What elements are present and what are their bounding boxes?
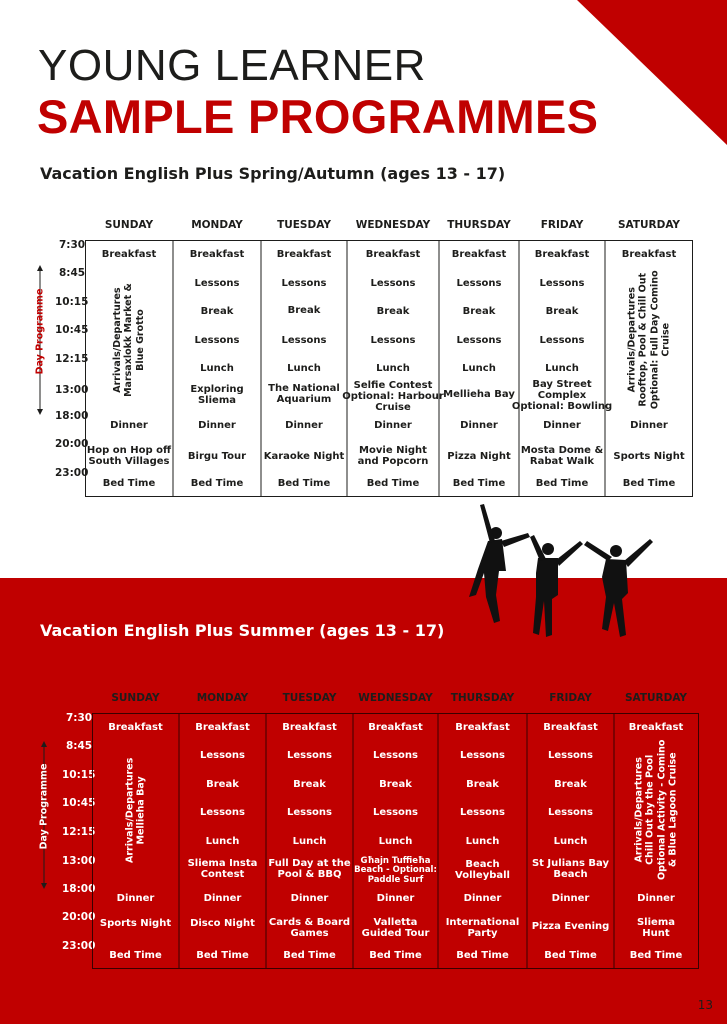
- cell-dinner: Dinner: [460, 419, 498, 431]
- cell-vertical-activity: Arrivals/Departures Chill Out by the Pool Optional Activity - Comino & Blue Lagoon Cruise: [633, 739, 679, 881]
- cell-dinner: Dinner: [463, 892, 502, 904]
- cell-dinner: Dinner: [376, 892, 415, 904]
- cell-dinner: Dinner: [116, 892, 155, 904]
- cell-bed-time: Bed Time: [452, 477, 506, 489]
- cell-lessons: Lessons: [194, 334, 240, 346]
- time-label: 10:15: [62, 769, 96, 781]
- cell-break: Break: [462, 305, 496, 317]
- cell-lunch: Lunch: [462, 362, 496, 374]
- day-header-monday: MONDAY: [191, 219, 243, 231]
- cell-evening: Pizza Evening: [531, 920, 610, 932]
- cell-breakfast: Breakfast: [101, 248, 157, 260]
- cell-break: Break: [466, 778, 499, 790]
- cell-evening: Hop on Hop off South Villages: [86, 445, 172, 467]
- cell-lessons: Lessons: [370, 277, 416, 289]
- day-header-saturday: SATURDAY: [624, 692, 688, 704]
- cell-dinner: Dinner: [551, 892, 590, 904]
- day-header-tuesday: TUESDAY: [282, 692, 337, 704]
- day-header-thursday: THURSDAY: [450, 692, 515, 704]
- cell-evening: Valletta Guided Tour: [361, 917, 430, 939]
- cell-evening: Sliema Hunt: [636, 917, 675, 939]
- cell-lunch: Lunch: [465, 835, 500, 847]
- cell-bed-time: Bed Time: [544, 949, 597, 961]
- cell-lunch: Lunch: [378, 835, 413, 847]
- cell-bed-time: Bed Time: [190, 477, 244, 489]
- time-label: 18:00: [62, 883, 96, 895]
- day-header-thursday: THURSDAY: [447, 219, 511, 231]
- cell-lessons: Lessons: [548, 749, 593, 761]
- time-label: 7:30: [59, 239, 86, 251]
- cell-breakfast: Breakfast: [189, 248, 245, 260]
- cell-lunch: Lunch: [205, 835, 240, 847]
- cell-lunch: Lunch: [553, 835, 588, 847]
- cell-breakfast: Breakfast: [455, 721, 510, 733]
- time-label: 12:15: [62, 826, 96, 838]
- cell-vertical-activity: Arrivals/Departures Rooftop, Pool & Chill Out Optional: Full Day Comino Cruise: [626, 270, 672, 410]
- cell-evening: Disco Night: [190, 917, 255, 929]
- page-number: 13: [697, 998, 713, 1012]
- cell-evening: Cards & Board Games: [268, 917, 351, 939]
- cell-bed-time: Bed Time: [456, 949, 509, 961]
- cell-afternoon: Sliema Insta Contest: [187, 858, 258, 880]
- time-label: 20:00: [62, 911, 96, 923]
- cell-breakfast: Breakfast: [108, 721, 163, 733]
- cell-break: Break: [554, 778, 587, 790]
- cell-lunch: Lunch: [292, 835, 327, 847]
- cell-dinner: Dinner: [285, 419, 323, 431]
- cell-bed-time: Bed Time: [622, 477, 676, 489]
- cell-bed-time: Bed Time: [277, 477, 331, 489]
- cell-bed-time: Bed Time: [283, 949, 336, 961]
- cell-lessons: Lessons: [373, 749, 418, 761]
- day-header-saturday: SATURDAY: [617, 219, 681, 231]
- cell-break: Break: [206, 778, 239, 790]
- time-label: 10:45: [62, 797, 96, 809]
- jumping-people-silhouette-icon: [466, 503, 661, 648]
- cell-breakfast: Breakfast: [276, 248, 332, 260]
- cell-lessons: Lessons: [287, 749, 332, 761]
- time-label: 10:45: [55, 324, 89, 336]
- cell-evening: Birgu Tour: [187, 450, 247, 462]
- cell-evening: Mosta Dome & Rabat Walk: [520, 445, 604, 467]
- cell-lunch: Lunch: [287, 362, 321, 374]
- day-header-wednesday: WEDNESDAY: [355, 219, 431, 231]
- cell-evening: Sports Night: [613, 450, 685, 462]
- cell-lessons: Lessons: [200, 806, 245, 818]
- cell-afternoon: Exploring Sliema: [190, 384, 244, 406]
- cell-break: Break: [287, 304, 321, 316]
- day-header-monday: MONDAY: [196, 692, 249, 704]
- time-label: 23:00: [62, 940, 96, 952]
- spring-title: Vacation English Plus Spring/Autumn (ages 13 - 17): [40, 164, 506, 183]
- cell-breakfast: Breakfast: [621, 248, 677, 260]
- cell-evening: Pizza Night: [447, 450, 511, 462]
- title-line-2: SAMPLE PROGRAMMES: [37, 90, 599, 143]
- cell-break: Break: [200, 305, 234, 317]
- cell-vertical-activity: Arrivals/Departures Mellieha Bay: [124, 757, 147, 863]
- cell-lessons: Lessons: [281, 334, 327, 346]
- time-label: 18:00: [55, 410, 89, 422]
- cell-afternoon: St Julians Bay Beach: [531, 858, 610, 880]
- time-label: 13:00: [62, 855, 96, 867]
- cell-break: Break: [379, 778, 412, 790]
- day-header-friday: FRIDAY: [549, 692, 592, 704]
- time-label: 23:00: [55, 467, 89, 479]
- cell-lessons: Lessons: [373, 806, 418, 818]
- cell-breakfast: Breakfast: [368, 721, 423, 733]
- cell-vertical-activity: Arrivals/Departures Marsaxlokk Market & Blue Grotto: [111, 283, 146, 397]
- cell-afternoon: Selfie Contest Optional: Harbour Cruise: [342, 379, 444, 413]
- day-header-sunday: SUNDAY: [111, 692, 160, 704]
- cell-afternoon: Għajn Tuffieħa Beach - Optional: Paddle Surf: [354, 855, 437, 885]
- time-label: 13:00: [55, 384, 89, 396]
- cell-bed-time: Bed Time: [196, 949, 249, 961]
- corner-triangle: [577, 0, 727, 145]
- cell-break: Break: [376, 305, 410, 317]
- cell-lessons: Lessons: [200, 749, 245, 761]
- cell-breakfast: Breakfast: [365, 248, 421, 260]
- cell-lessons: Lessons: [548, 806, 593, 818]
- cell-lunch: Lunch: [545, 362, 579, 374]
- cell-bed-time: Bed Time: [102, 477, 156, 489]
- time-label: 8:45: [59, 267, 86, 279]
- cell-breakfast: Breakfast: [543, 721, 598, 733]
- cell-afternoon: Mellieha Bay: [443, 388, 515, 400]
- cell-afternoon: Full Day at the Pool & BBQ: [268, 858, 351, 880]
- cell-lessons: Lessons: [370, 334, 416, 346]
- day-header-friday: FRIDAY: [540, 219, 584, 231]
- cell-breakfast: Breakfast: [282, 721, 337, 733]
- title-line-1: YOUNG LEARNER: [38, 41, 426, 90]
- cell-lessons: Lessons: [539, 277, 585, 289]
- cell-afternoon: Bay Street Complex Optional: Bowling: [511, 378, 613, 412]
- cell-bed-time: Bed Time: [369, 949, 422, 961]
- cell-lessons: Lessons: [281, 277, 327, 289]
- cell-lessons: Lessons: [456, 334, 502, 346]
- cell-dinner: Dinner: [637, 892, 675, 904]
- cell-lessons: Lessons: [194, 277, 240, 289]
- cell-afternoon: The National Aquarium: [268, 383, 340, 405]
- day-header-wednesday: WEDNESDAY: [358, 692, 433, 704]
- cell-dinner: Dinner: [374, 419, 412, 431]
- time-label: 8:45: [66, 740, 93, 752]
- time-label: 7:30: [66, 712, 93, 724]
- cell-lessons: Lessons: [539, 334, 585, 346]
- cell-dinner: Dinner: [543, 419, 581, 431]
- cell-dinner: Dinner: [630, 419, 668, 431]
- cell-bed-time: Bed Time: [109, 949, 162, 961]
- cell-lunch: Lunch: [376, 362, 410, 374]
- cell-breakfast: Breakfast: [628, 721, 684, 733]
- cell-breakfast: Breakfast: [451, 248, 507, 260]
- cell-dinner: Dinner: [110, 419, 148, 431]
- cell-breakfast: Breakfast: [195, 721, 250, 733]
- day-programme-label: Day Programme: [38, 763, 50, 850]
- cell-break: Break: [293, 778, 326, 790]
- cell-dinner: Dinner: [203, 892, 242, 904]
- cell-bed-time: Bed Time: [629, 949, 683, 961]
- time-label: 12:15: [55, 353, 89, 365]
- cell-evening: Karaoke Night: [263, 450, 345, 462]
- day-programme-label: Day Programme: [34, 288, 46, 375]
- cell-lessons: Lessons: [460, 806, 505, 818]
- cell-lessons: Lessons: [460, 749, 505, 761]
- cell-evening: Sports Night: [99, 917, 172, 929]
- cell-breakfast: Breakfast: [534, 248, 590, 260]
- cell-dinner: Dinner: [290, 892, 329, 904]
- summer-title: Vacation English Plus Summer (ages 13 - 17): [40, 621, 445, 640]
- time-label: 20:00: [55, 438, 89, 450]
- cell-bed-time: Bed Time: [535, 477, 589, 489]
- time-label: 10:15: [55, 296, 89, 308]
- day-header-tuesday: TUESDAY: [277, 219, 331, 231]
- cell-afternoon: Beach Volleyball: [455, 859, 510, 881]
- cell-lunch: Lunch: [200, 362, 234, 374]
- cell-bed-time: Bed Time: [366, 477, 420, 489]
- cell-lessons: Lessons: [456, 277, 502, 289]
- day-header-sunday: SUNDAY: [104, 219, 154, 231]
- cell-lessons: Lessons: [287, 806, 332, 818]
- cell-evening: Movie Night and Popcorn: [357, 445, 429, 467]
- cell-dinner: Dinner: [198, 419, 236, 431]
- cell-break: Break: [545, 305, 579, 317]
- cell-evening: International Party: [445, 917, 520, 939]
